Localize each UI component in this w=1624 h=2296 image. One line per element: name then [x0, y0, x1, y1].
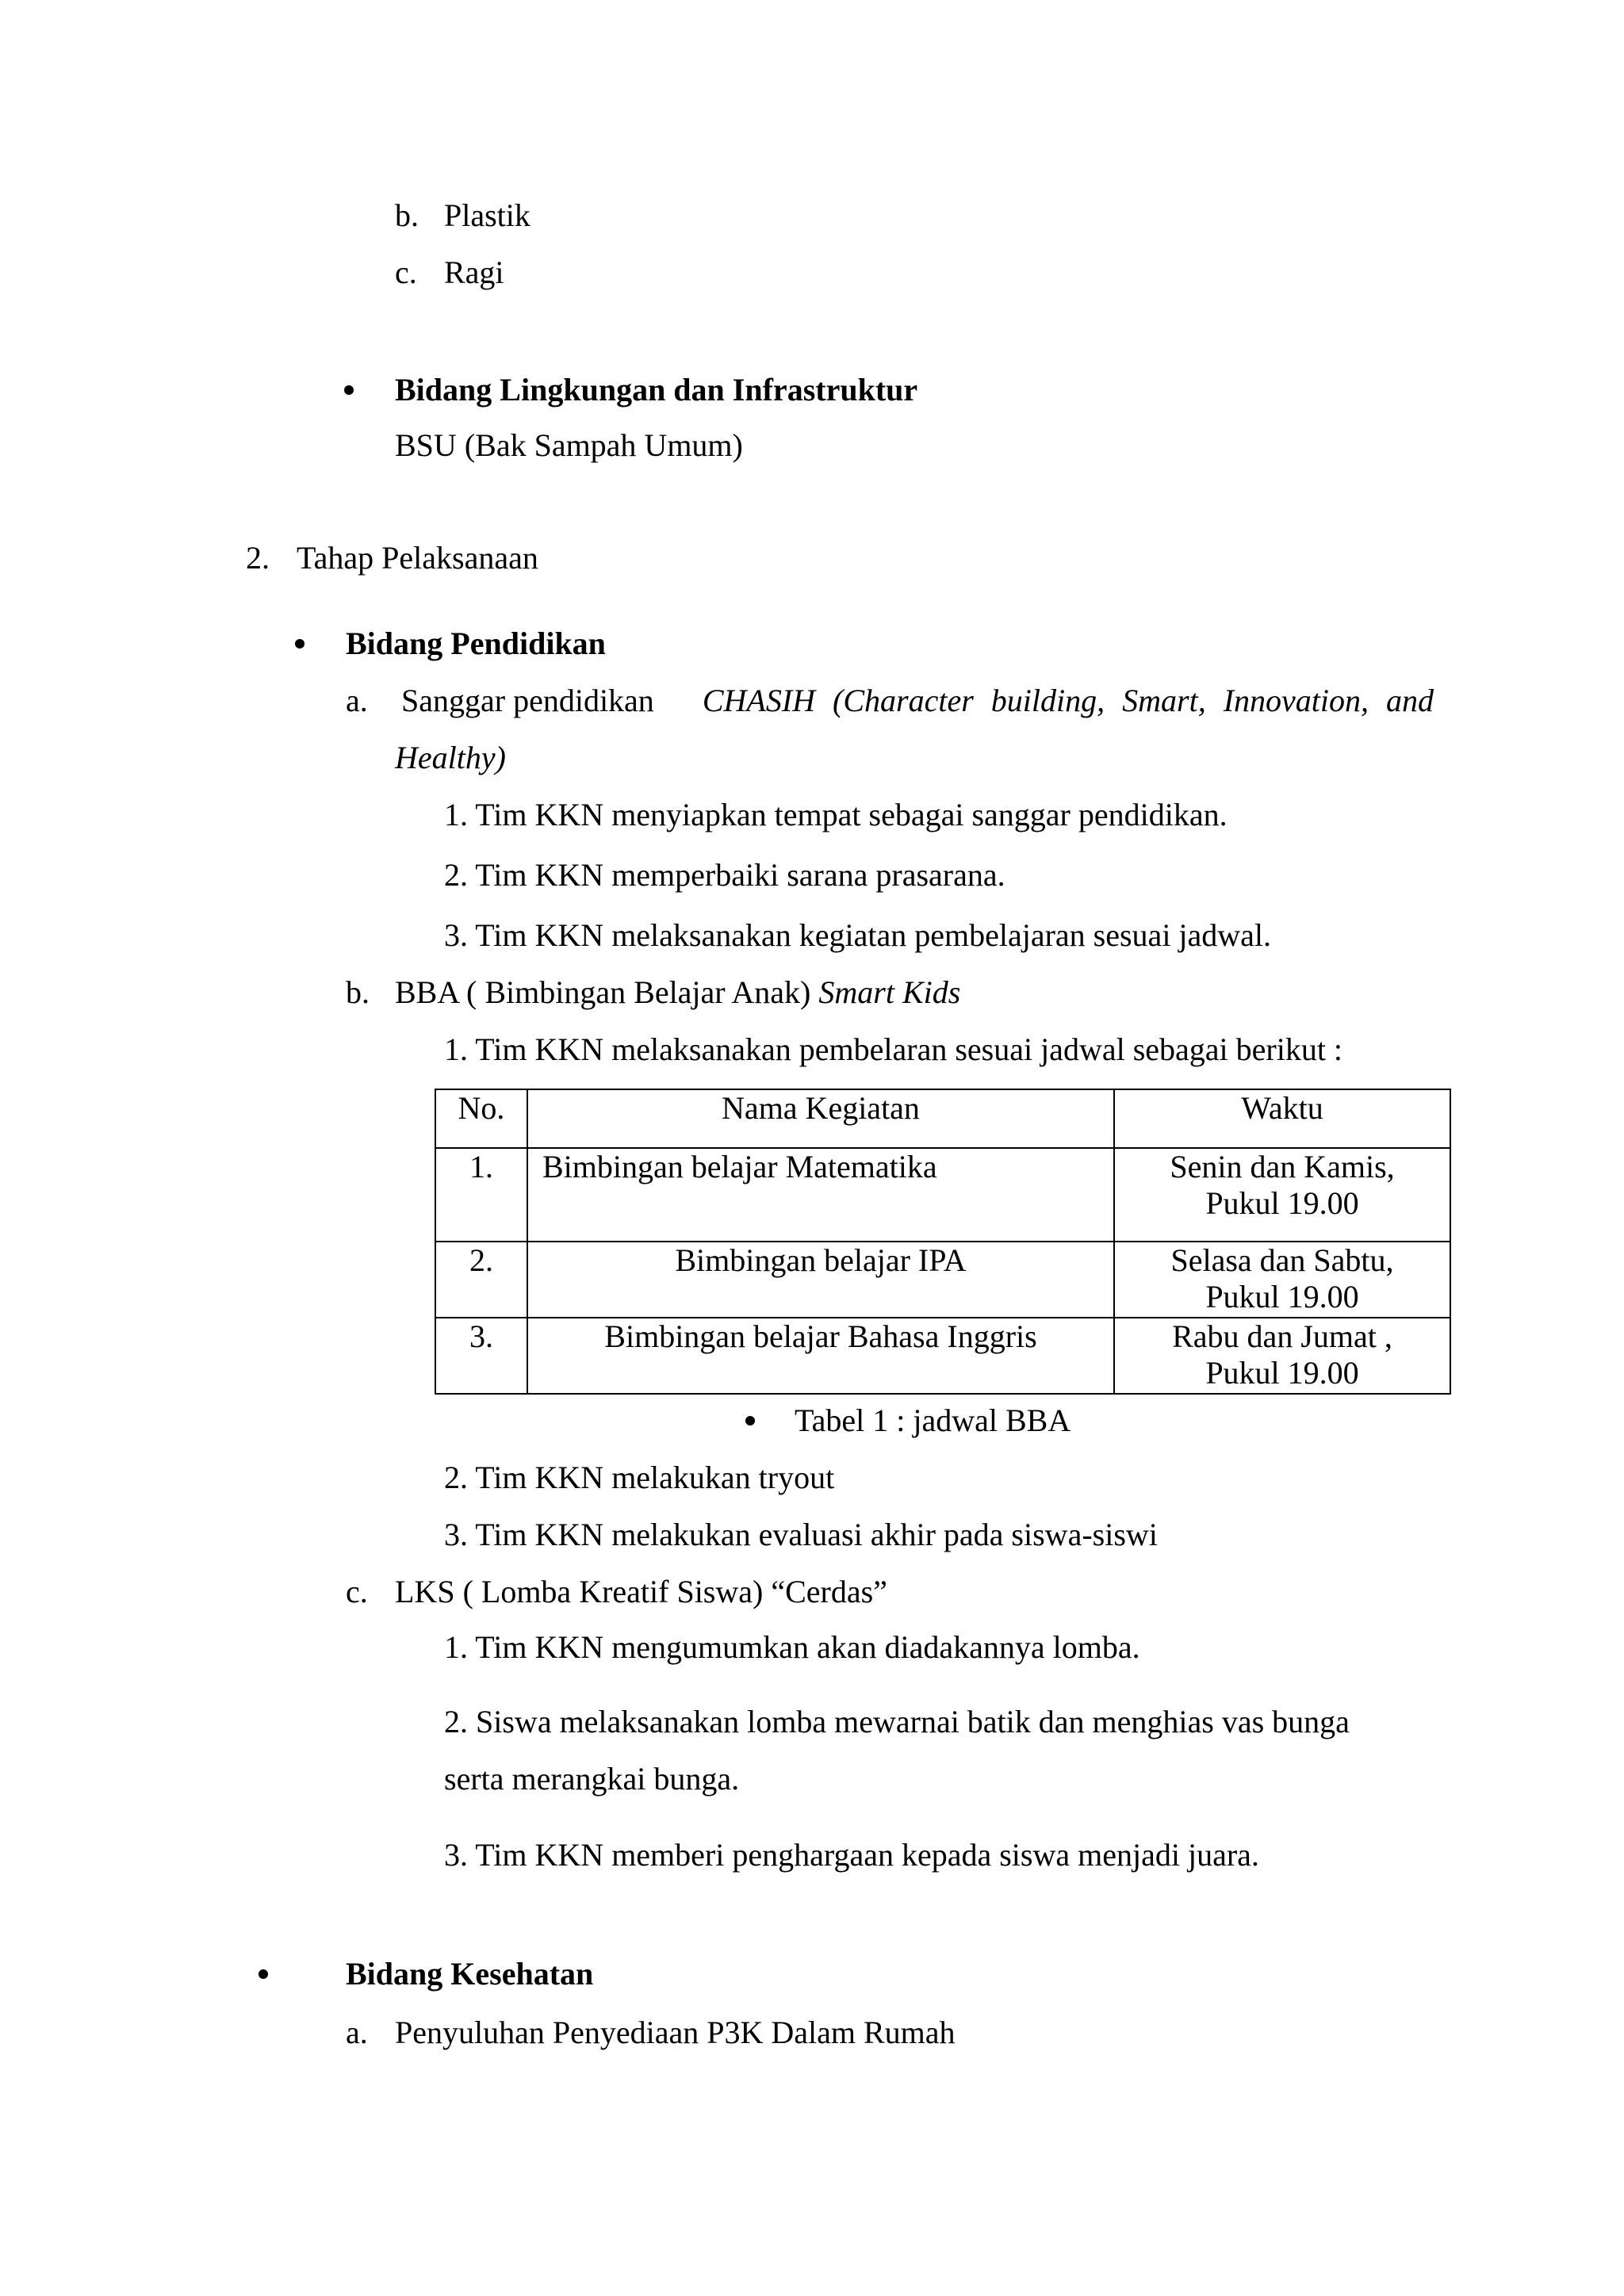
heading-pendidikan: Bidang Pendidikan: [346, 626, 606, 661]
chasih-text: CHASIH (Character building, Smart, Innovation, and: [702, 683, 1434, 718]
sanggar-line: [401, 682, 1434, 720]
list-item-plastik: Plastik: [444, 197, 530, 233]
waktu-line: Pukul 19.00: [1205, 1279, 1359, 1314]
table-header-cell: No.: [435, 1089, 527, 1148]
step: 3. Tim KKN melaksanakan kegiatan pembelajaran sesuai jadwal.: [444, 917, 1272, 953]
item-letter: a.: [346, 683, 368, 718]
section-number: 2.: [246, 540, 270, 576]
item-bsu: BSU (Bak Sampah Umum): [395, 427, 743, 463]
waktu-line: Selasa dan Sabtu,: [1170, 1242, 1394, 1278]
item-p3k: Penyuluhan Penyediaan P3K Dalam Rumah: [395, 2015, 956, 2050]
table-cell-kegiatan: Bimbingan belajar Matematika: [527, 1148, 1114, 1242]
table-row: [435, 1148, 1450, 1242]
table-cell-no: 1.: [435, 1148, 527, 1242]
bullet-icon: [745, 1416, 755, 1425]
sanggar-prefix: Sanggar pendidikan: [401, 683, 654, 718]
waktu-line: Pukul 19.00: [1205, 1185, 1359, 1221]
step-cont: serta merangkai bunga.: [444, 1761, 740, 1797]
table-cell-kegiatan: Bimbingan belajar Bahasa Inggris: [527, 1318, 1114, 1394]
table-cell-no: 3.: [435, 1318, 527, 1394]
table-cell-waktu: [1114, 1318, 1450, 1394]
lks-title: LKS ( Lomba Kreatif Siswa) “Cerdas”: [395, 1574, 887, 1609]
table-cell-kegiatan: Bimbingan belajar IPA: [527, 1242, 1114, 1318]
step: 3. Tim KKN melakukan evaluasi akhir pada siswa-siswi: [444, 1517, 1158, 1552]
table-row: [435, 1318, 1450, 1394]
list-item-ragi: Ragi: [444, 254, 504, 290]
step: 1. Tim KKN mengumumkan akan diadakannya lomba.: [444, 1629, 1140, 1665]
item-letter: a.: [346, 2015, 368, 2050]
step: 2. Tim KKN memperbaiki sarana prasarana.: [444, 857, 1005, 893]
waktu-line: Senin dan Kamis,: [1170, 1149, 1395, 1184]
smart-kids-text: Smart Kids: [818, 974, 961, 1010]
heading-lingkungan: Bidang Lingkungan dan Infrastruktur: [395, 372, 918, 408]
item-letter: b.: [346, 974, 370, 1010]
table-caption: Tabel 1 : jadwal BBA: [795, 1402, 1071, 1438]
bullet-icon: [344, 385, 354, 395]
section-title: Tahap Pelaksanaan: [297, 540, 538, 576]
waktu-line: Pukul 19.00: [1205, 1355, 1359, 1391]
table-header-cell: Nama Kegiatan: [527, 1089, 1114, 1148]
waktu-line: Rabu dan Jumat ,: [1172, 1318, 1392, 1354]
table-cell-waktu: [1114, 1148, 1450, 1242]
step: 1. Tim KKN melaksanakan pembelaran sesuai jadwal sebagai berikut :: [444, 1031, 1343, 1067]
item-letter: c.: [346, 1574, 368, 1609]
table-header-row: [435, 1089, 1450, 1148]
step: 2. Tim KKN melakukan tryout: [444, 1460, 835, 1495]
bba-title: [395, 974, 960, 1012]
chasih-text-cont: Healthy): [395, 740, 506, 775]
table-cell-no: 2.: [435, 1242, 527, 1318]
schedule-table: [435, 1089, 1451, 1395]
bba-prefix: BBA ( Bimbingan Belajar Anak): [395, 974, 811, 1010]
step: 2. Siswa melaksanakan lomba mewarnai batik dan menghias vas bunga: [444, 1704, 1350, 1739]
step: 1. Tim KKN menyiapkan tempat sebagai sanggar pendidikan.: [444, 797, 1228, 832]
table-cell-waktu: [1114, 1242, 1450, 1318]
table-header-cell: Waktu: [1114, 1089, 1450, 1148]
list-letter: c.: [395, 254, 417, 290]
bullet-icon: [259, 1969, 268, 1979]
step: 3. Tim KKN memberi penghargaan kepada siswa menjadi juara.: [444, 1837, 1259, 1873]
table-row: [435, 1242, 1450, 1318]
bullet-icon: [295, 639, 304, 649]
list-letter: b.: [395, 197, 419, 233]
heading-kesehatan: Bidang Kesehatan: [346, 1956, 594, 1992]
